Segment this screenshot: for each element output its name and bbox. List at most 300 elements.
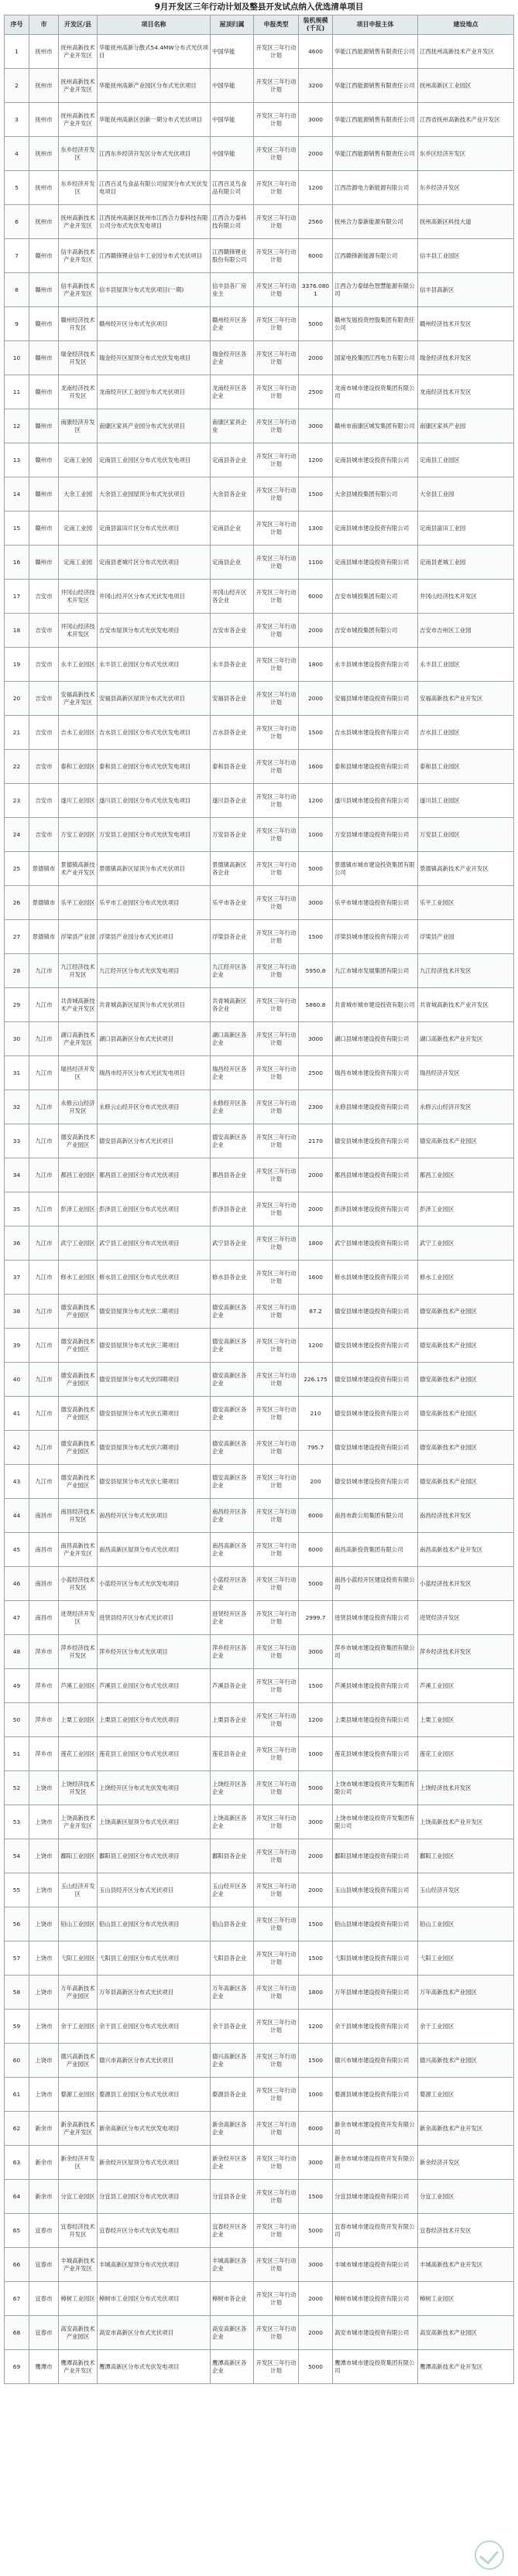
table-row bbox=[5, 580, 514, 614]
cell-capacity-kw: 226.175 bbox=[299, 1363, 333, 1397]
cell-applicant: 国家电投集团江西电力有限公司 bbox=[333, 341, 418, 375]
cell-project-name: 永丰县工业园区分布式光伏项目 bbox=[98, 648, 211, 682]
cell-project-name: 江西东乡经济开发区分布式光伏项目 bbox=[98, 137, 211, 171]
cell-location: 新余高新技术产业开发区 bbox=[418, 2112, 514, 2146]
cell-index: 69 bbox=[5, 2350, 29, 2384]
cell-applicant: 江西合力泰绿色智慧能源有限公司 bbox=[333, 273, 418, 307]
cell-capacity-kw: 6000 bbox=[299, 1499, 333, 1533]
cell-city: 萍乡市 bbox=[29, 1635, 59, 1669]
cell-city: 赣州市 bbox=[29, 273, 59, 307]
cell-capacity-kw: 3000 bbox=[299, 1805, 333, 1839]
cell-index: 40 bbox=[5, 1363, 29, 1397]
cell-capacity-kw: 1000 bbox=[299, 2078, 333, 2112]
cell-index: 49 bbox=[5, 1669, 29, 1703]
cell-apply-type: 开发区三年行动计划 bbox=[254, 1056, 299, 1090]
cell-capacity-kw: 2000 bbox=[299, 137, 333, 171]
cell-city: 萍乡市 bbox=[29, 1669, 59, 1703]
cell-dev-zone: 吉水工业园区 bbox=[59, 716, 98, 750]
cell-dev-zone: 万年高新技术产业园区 bbox=[59, 1976, 98, 2010]
cell-dev-zone: 抚州高新技术产业开发区 bbox=[59, 69, 98, 103]
cell-capacity-kw: 1500 bbox=[299, 1907, 333, 1941]
cell-project-name: 定南县工业园区分布式光伏发电项目 bbox=[98, 443, 211, 477]
cell-capacity-kw: 1200 bbox=[299, 443, 333, 477]
cell-applicant: 修水县城市建设投资有限公司 bbox=[333, 1261, 418, 1295]
column-header-index: 序号 bbox=[5, 15, 29, 35]
cell-applicant: 定南县城市建设投资有限公司 bbox=[333, 546, 418, 580]
cell-apply-type: 开发区三年行动计划 bbox=[254, 1771, 299, 1805]
table-row bbox=[5, 1669, 514, 1703]
table-row bbox=[5, 1703, 514, 1737]
cell-index: 48 bbox=[5, 1635, 29, 1669]
cell-index: 34 bbox=[5, 1158, 29, 1192]
cell-capacity-kw: 1000 bbox=[299, 818, 333, 852]
cell-location: 共青城高新技术产业开发区 bbox=[418, 988, 514, 1022]
cell-location: 定南县工业园区 bbox=[418, 443, 514, 477]
cell-city: 吉安市 bbox=[29, 682, 59, 716]
cell-location: 德安高新技术产业园区 bbox=[418, 1124, 514, 1158]
cell-roof-owner: 弋阳县各企业 bbox=[211, 1941, 254, 1976]
cell-dev-zone: 安福高新技术产业开发区 bbox=[59, 682, 98, 716]
cell-location: 德安高新技术产业园区 bbox=[418, 1465, 514, 1499]
cell-apply-type: 开发区三年行动计划 bbox=[254, 1907, 299, 1941]
cell-apply-type: 开发区三年行动计划 bbox=[254, 1226, 299, 1261]
cell-applicant: 吉水县城市建设投资有限公司 bbox=[333, 716, 418, 750]
cell-roof-owner: 余干县各企业 bbox=[211, 2010, 254, 2044]
cell-roof-owner: 信丰县各厂房业主 bbox=[211, 273, 254, 307]
cell-project-name: 遂川县工业园区分布式光伏发电项目 bbox=[98, 784, 211, 818]
cell-apply-type: 开发区三年行动计划 bbox=[254, 2112, 299, 2146]
cell-city: 吉安市 bbox=[29, 716, 59, 750]
cell-roof-owner: 高安高新区各企业 bbox=[211, 2316, 254, 2350]
cell-roof-owner: 德安高新区各企业 bbox=[211, 1295, 254, 1329]
cell-applicant: 上饶市城市建设投资开发集团有限公司 bbox=[333, 1771, 418, 1805]
cell-capacity-kw: 1800 bbox=[299, 1976, 333, 2010]
cell-city: 南昌市 bbox=[29, 1567, 59, 1601]
cell-dev-zone: 萍乡经济技术开发区 bbox=[59, 1635, 98, 1669]
cell-project-name: 万安县工业园区分布式光伏发电项目 bbox=[98, 818, 211, 852]
cell-city: 九江市 bbox=[29, 1090, 59, 1124]
table-row bbox=[5, 1873, 514, 1907]
cell-capacity-kw: 6000 bbox=[299, 580, 333, 614]
table-row bbox=[5, 477, 514, 511]
cell-dev-zone: 东乡经济开发区 bbox=[59, 137, 98, 171]
cell-project-name: 吉水县工业园区分布式光伏发电项目 bbox=[98, 716, 211, 750]
cell-dev-zone: 湖口高新技术产业开发区 bbox=[59, 1022, 98, 1056]
cell-roof-owner: 宜春经开区各企业 bbox=[211, 2214, 254, 2248]
cell-index: 7 bbox=[5, 239, 29, 273]
cell-index: 24 bbox=[5, 818, 29, 852]
cell-city: 赣州市 bbox=[29, 409, 59, 443]
cell-location: 抚州高新区科技大道 bbox=[418, 205, 514, 239]
cell-roof-owner: 永修经开区各企业 bbox=[211, 1090, 254, 1124]
cell-capacity-kw: 2500 bbox=[299, 375, 333, 409]
cell-location: 丰城高新技术产业开发区 bbox=[418, 2248, 514, 2282]
cell-dev-zone: 抚州高新技术产业开发区 bbox=[59, 35, 98, 69]
cell-apply-type: 开发区三年行动计划 bbox=[254, 2044, 299, 2078]
table-row bbox=[5, 1363, 514, 1397]
cell-apply-type: 开发区三年行动计划 bbox=[254, 341, 299, 375]
table-body bbox=[5, 35, 514, 2384]
cell-dev-zone: 余干工业园区 bbox=[59, 2010, 98, 2044]
cell-city: 鹰潭市 bbox=[29, 2350, 59, 2384]
table-row bbox=[5, 205, 514, 239]
cell-applicant: 泰和县城市建设投资有限公司 bbox=[333, 750, 418, 784]
cell-city: 抚州市 bbox=[29, 137, 59, 171]
cell-location: 瑞昌经济开发区 bbox=[418, 1056, 514, 1090]
cell-city: 吉安市 bbox=[29, 614, 59, 648]
cell-capacity-kw: 5000 bbox=[299, 2214, 333, 2248]
cell-project-name: 永修云山经开区分布式光伏项目 bbox=[98, 1090, 211, 1124]
cell-roof-owner: 丰城高新区各企业 bbox=[211, 2248, 254, 2282]
cell-roof-owner: 定南县各企业 bbox=[211, 443, 254, 477]
cell-index: 5 bbox=[5, 171, 29, 205]
cell-city: 九江市 bbox=[29, 1226, 59, 1261]
cell-dev-zone: 弋阳工业园区 bbox=[59, 1941, 98, 1976]
table-row bbox=[5, 1431, 514, 1465]
cell-project-name: 高安市高新区分布式光伏项目 bbox=[98, 2316, 211, 2350]
cell-dev-zone: 新余高新技术产业开发区 bbox=[59, 2112, 98, 2146]
cell-index: 35 bbox=[5, 1192, 29, 1226]
cell-project-name: 武宁县工业园区分布式光伏项目 bbox=[98, 1226, 211, 1261]
cell-applicant: 德兴市城市建设投资有限公司 bbox=[333, 2044, 418, 2078]
cell-dev-zone: 德安高新技术产业园区 bbox=[59, 1329, 98, 1363]
cell-applicant: 景德镇市城市建设投资集团有限公司 bbox=[333, 852, 418, 886]
cell-location: 德安高新技术产业园区 bbox=[418, 1295, 514, 1329]
cell-city: 九江市 bbox=[29, 1261, 59, 1295]
cell-project-name: 江西百灵鸟食品有限公司屋顶分布式光伏发电项目 bbox=[98, 171, 211, 205]
cell-capacity-kw: 3000 bbox=[299, 1022, 333, 1056]
cell-capacity-kw: 5000 bbox=[299, 1567, 333, 1601]
cell-apply-type: 开发区三年行动计划 bbox=[254, 1158, 299, 1192]
table-row bbox=[5, 988, 514, 1022]
cell-applicant: 南昌小蓝经开区建设投资有限公司 bbox=[333, 1567, 418, 1601]
cell-roof-owner: 南康区家具企业 bbox=[211, 409, 254, 443]
table-row bbox=[5, 1226, 514, 1261]
cell-index: 56 bbox=[5, 1907, 29, 1941]
cell-apply-type: 开发区三年行动计划 bbox=[254, 1465, 299, 1499]
cell-roof-owner: 都昌县各企业 bbox=[211, 1158, 254, 1192]
cell-project-name: 湖口县高新区分布式光伏项目 bbox=[98, 1022, 211, 1056]
cell-dev-zone: 井冈山经济技术开发区 bbox=[59, 580, 98, 614]
cell-applicant: 彭泽县城市建设投资有限公司 bbox=[333, 1192, 418, 1226]
cell-capacity-kw: 5000 bbox=[299, 307, 333, 341]
cell-roof-owner: 进贤经开区各企业 bbox=[211, 1601, 254, 1635]
cell-project-name: 华能抚州高新产业园区分布式光伏项目 bbox=[98, 69, 211, 103]
cell-apply-type: 开发区三年行动计划 bbox=[254, 1567, 299, 1601]
cell-capacity-kw: 1000 bbox=[299, 1737, 333, 1771]
cell-project-name: 定南县富田片区分布式光伏项目 bbox=[98, 511, 211, 546]
cell-city: 上饶市 bbox=[29, 2078, 59, 2112]
cell-dev-zone: 南康经济开发区 bbox=[59, 409, 98, 443]
table-row bbox=[5, 69, 514, 103]
cell-location: 高安高新技术产业园区 bbox=[418, 2316, 514, 2350]
cell-apply-type: 开发区三年行动计划 bbox=[254, 35, 299, 69]
cell-capacity-kw: 3000 bbox=[299, 886, 333, 920]
cell-apply-type: 开发区三年行动计划 bbox=[254, 1329, 299, 1363]
table-row bbox=[5, 2010, 514, 2044]
cell-roof-owner: 大余县各企业 bbox=[211, 477, 254, 511]
cell-apply-type: 开发区三年行动计划 bbox=[254, 750, 299, 784]
cell-dev-zone: 九江经济技术开发区 bbox=[59, 954, 98, 988]
table-row bbox=[5, 716, 514, 750]
table-row bbox=[5, 1465, 514, 1499]
cell-roof-owner: 德安高新区各企业 bbox=[211, 1363, 254, 1397]
cell-dev-zone: 进贤经济开发区 bbox=[59, 1601, 98, 1635]
cell-location: 遂川县工业园区 bbox=[418, 784, 514, 818]
cell-applicant: 德安县城市建设投资有限公司 bbox=[333, 1397, 418, 1431]
cell-location: 德安高新技术产业园区 bbox=[418, 1431, 514, 1465]
cell-roof-owner: 井冈山经开区各企业 bbox=[211, 580, 254, 614]
cell-capacity-kw: 3000 bbox=[299, 2146, 333, 2180]
cell-project-name: 景德镇高新区屋顶分布式光伏项目 bbox=[98, 852, 211, 886]
cell-applicant: 湖口县城市建设投资有限公司 bbox=[333, 1022, 418, 1056]
cell-roof-owner: 遂川县各企业 bbox=[211, 784, 254, 818]
cell-location: 井冈山经济技术开发区 bbox=[418, 580, 514, 614]
table-row bbox=[5, 1941, 514, 1976]
cell-roof-owner: 上饶高新区各企业 bbox=[211, 1805, 254, 1839]
cell-index: 25 bbox=[5, 852, 29, 886]
cell-city: 新余市 bbox=[29, 2146, 59, 2180]
cell-capacity-kw: 1600 bbox=[299, 750, 333, 784]
cell-location: 江西抚州高新技术产业开发区 bbox=[418, 35, 514, 69]
column-header-applicant: 项目申报主体 bbox=[333, 15, 418, 35]
table-row bbox=[5, 1192, 514, 1226]
cell-roof-owner: 万年高新区各企业 bbox=[211, 1976, 254, 2010]
cell-applicant: 武宁县城市建设投资有限公司 bbox=[333, 1226, 418, 1261]
cell-dev-zone: 遂川工业园区 bbox=[59, 784, 98, 818]
cell-apply-type: 开发区三年行动计划 bbox=[254, 307, 299, 341]
cell-location: 江西省抚州高新技术产业开发区 bbox=[418, 103, 514, 137]
cell-dev-zone: 分宜工业园区 bbox=[59, 2180, 98, 2214]
cell-location: 瑞金经济技术开发区 bbox=[418, 341, 514, 375]
table-row bbox=[5, 103, 514, 137]
table-row bbox=[5, 1533, 514, 1567]
cell-index: 19 bbox=[5, 648, 29, 682]
cell-index: 55 bbox=[5, 1873, 29, 1907]
cell-dev-zone: 永丰工业园区 bbox=[59, 648, 98, 682]
cell-project-name: 德安县屋顶分布式光伏七期项目 bbox=[98, 1465, 211, 1499]
cell-applicant: 吉安市城投集团有限公司 bbox=[333, 614, 418, 648]
cell-applicant: 九江市城市发展集团有限公司 bbox=[333, 954, 418, 988]
cell-location: 德安高新技术产业园区 bbox=[418, 1363, 514, 1397]
table-row bbox=[5, 307, 514, 341]
cell-roof-owner: 德安高新区各企业 bbox=[211, 1397, 254, 1431]
cell-location: 信丰县高新区 bbox=[418, 273, 514, 307]
cell-project-name: 泰和县工业园区分布式光伏发电项目 bbox=[98, 750, 211, 784]
cell-location: 铅山工业园区 bbox=[418, 1907, 514, 1941]
cell-capacity-kw: 87.2 bbox=[299, 1295, 333, 1329]
cell-index: 4 bbox=[5, 137, 29, 171]
cell-project-name: 南昌经开区分布式光伏项目 bbox=[98, 1499, 211, 1533]
cell-location: 莲花工业园区 bbox=[418, 1737, 514, 1771]
cell-apply-type: 开发区三年行动计划 bbox=[254, 988, 299, 1022]
cell-applicant: 吉安市城投集团有限公司 bbox=[333, 580, 418, 614]
cell-capacity-kw: 3000 bbox=[299, 2248, 333, 2282]
cell-project-name: 信丰县屋顶分布式光伏项目(一期) bbox=[98, 273, 211, 307]
cell-capacity-kw: 1500 bbox=[299, 1669, 333, 1703]
cell-applicant: 德安县城市建设投资有限公司 bbox=[333, 1124, 418, 1158]
cell-applicant: 上栗县城市建设投资有限公司 bbox=[333, 1703, 418, 1737]
cell-apply-type: 开发区三年行动计划 bbox=[254, 2180, 299, 2214]
cell-dev-zone: 南昌经济技术开发区 bbox=[59, 1499, 98, 1533]
cell-applicant: 永丰县城市建设投资有限公司 bbox=[333, 648, 418, 682]
cell-dev-zone: 宜春经济技术开发区 bbox=[59, 2214, 98, 2248]
cell-city: 景德镇市 bbox=[29, 886, 59, 920]
cell-dev-zone: 永修云山经济开发区 bbox=[59, 1090, 98, 1124]
table-row bbox=[5, 2350, 514, 2384]
cell-index: 10 bbox=[5, 341, 29, 375]
cell-dev-zone: 东乡经济开发区 bbox=[59, 171, 98, 205]
cell-capacity-kw: 1500 bbox=[299, 2180, 333, 2214]
table-row bbox=[5, 1771, 514, 1805]
cell-dev-zone: 赣州经济技术开发区 bbox=[59, 307, 98, 341]
cell-roof-owner: 德安高新区各企业 bbox=[211, 1124, 254, 1158]
cell-city: 上饶市 bbox=[29, 2044, 59, 2078]
cell-dev-zone: 铅山工业园区 bbox=[59, 1907, 98, 1941]
cell-city: 新余市 bbox=[29, 2112, 59, 2146]
table-row bbox=[5, 886, 514, 920]
cell-location: 泰和县工业园区 bbox=[418, 750, 514, 784]
cell-applicant: 共青城市城市建设投资有限公司 bbox=[333, 988, 418, 1022]
cell-capacity-kw: 2300 bbox=[299, 1090, 333, 1124]
table-row bbox=[5, 1499, 514, 1533]
cell-index: 9 bbox=[5, 307, 29, 341]
column-header-location: 建设地点 bbox=[418, 15, 514, 35]
table-row bbox=[5, 375, 514, 409]
cell-index: 46 bbox=[5, 1567, 29, 1601]
cell-apply-type: 开发区三年行动计划 bbox=[254, 716, 299, 750]
cell-capacity-kw: 5000 bbox=[299, 852, 333, 886]
cell-roof-owner: 鄱阳县各企业 bbox=[211, 1839, 254, 1873]
cell-dev-zone: 抚州高新技术产业开发区 bbox=[59, 205, 98, 239]
cell-roof-owner: 乐平市各企业 bbox=[211, 886, 254, 920]
cell-location: 南昌经济技术开发区 bbox=[418, 1499, 514, 1533]
cell-city: 上饶市 bbox=[29, 1839, 59, 1873]
cell-apply-type: 开发区三年行动计划 bbox=[254, 2282, 299, 2316]
table-row bbox=[5, 852, 514, 886]
cell-location: 宜春经济技术开发区 bbox=[418, 2214, 514, 2248]
cell-roof-owner: 赣州经开区各企业 bbox=[211, 307, 254, 341]
cell-apply-type: 开发区三年行动计划 bbox=[254, 2214, 299, 2248]
cell-dev-zone: 高安高新技术产业园区 bbox=[59, 2316, 98, 2350]
cell-city: 吉安市 bbox=[29, 648, 59, 682]
cell-dev-zone: 德安高新技术产业园区 bbox=[59, 1431, 98, 1465]
cell-city: 赣州市 bbox=[29, 546, 59, 580]
cell-roof-owner: 瑞金经开区各企业 bbox=[211, 341, 254, 375]
cell-applicant: 抚州合力泰新能源有限公司 bbox=[333, 205, 418, 239]
cell-capacity-kw: 2170 bbox=[299, 1124, 333, 1158]
cell-dev-zone: 瑞金经济技术开发区 bbox=[59, 341, 98, 375]
cell-roof-owner: 武宁县各企业 bbox=[211, 1226, 254, 1261]
cell-capacity-kw: 5950.8 bbox=[299, 954, 333, 988]
cell-city: 赣州市 bbox=[29, 511, 59, 546]
cell-dev-zone: 德安高新技术产业园区 bbox=[59, 1363, 98, 1397]
cell-project-name: 进贤县经开区分布式光伏项目 bbox=[98, 1601, 211, 1635]
cell-roof-owner: 中国华能 bbox=[211, 103, 254, 137]
project-table bbox=[4, 15, 514, 2384]
cell-city: 宜春市 bbox=[29, 2214, 59, 2248]
cell-location: 吉水县工业园区 bbox=[418, 716, 514, 750]
cell-roof-owner: 南昌高新区各企业 bbox=[211, 1533, 254, 1567]
cell-apply-type: 开发区三年行动计划 bbox=[254, 1635, 299, 1669]
cell-capacity-kw: 3000 bbox=[299, 409, 333, 443]
cell-apply-type: 开发区三年行动计划 bbox=[254, 2146, 299, 2180]
cell-capacity-kw: 3376.0801 bbox=[299, 273, 333, 307]
cell-apply-type: 开发区三年行动计划 bbox=[254, 1873, 299, 1907]
cell-apply-type: 开发区三年行动计划 bbox=[254, 648, 299, 682]
cell-dev-zone: 大余工业园 bbox=[59, 477, 98, 511]
cell-city: 九江市 bbox=[29, 1397, 59, 1431]
cell-location: 小蓝经济技术开发区 bbox=[418, 1567, 514, 1601]
cell-index: 1 bbox=[5, 35, 29, 69]
cell-project-name: 铅山县工业园区分布式光伏项目 bbox=[98, 1907, 211, 1941]
cell-capacity-kw: 3000 bbox=[299, 1635, 333, 1669]
cell-city: 上饶市 bbox=[29, 1873, 59, 1907]
table-row bbox=[5, 920, 514, 954]
cell-capacity-kw: 2560 bbox=[299, 205, 333, 239]
cell-capacity-kw: 5860.8 bbox=[299, 988, 333, 1022]
cell-location: 东乡经济开发区 bbox=[418, 171, 514, 205]
cell-roof-owner: 中国华能 bbox=[211, 69, 254, 103]
cell-index: 12 bbox=[5, 409, 29, 443]
table-row bbox=[5, 35, 514, 69]
cell-index: 3 bbox=[5, 103, 29, 137]
cell-project-name: 樟树市工业园区分布式光伏项目 bbox=[98, 2282, 211, 2316]
cell-location: 进贤经济开发区 bbox=[418, 1601, 514, 1635]
cell-capacity-kw: 1600 bbox=[299, 1261, 333, 1295]
cell-city: 九江市 bbox=[29, 1124, 59, 1158]
cell-roof-owner: 德安高新区各企业 bbox=[211, 1431, 254, 1465]
cell-location: 永修云山经济开发区 bbox=[418, 1090, 514, 1124]
cell-location: 万安县工业园区 bbox=[418, 818, 514, 852]
cell-apply-type: 开发区三年行动计划 bbox=[254, 239, 299, 273]
cell-index: 15 bbox=[5, 511, 29, 546]
cell-index: 61 bbox=[5, 2078, 29, 2112]
cell-capacity-kw: 6000 bbox=[299, 1533, 333, 1567]
cell-index: 62 bbox=[5, 2112, 29, 2146]
cell-applicant: 瑞昌市城市建设投资有限公司 bbox=[333, 1056, 418, 1090]
cell-apply-type: 开发区三年行动计划 bbox=[254, 886, 299, 920]
cell-city: 九江市 bbox=[29, 1431, 59, 1465]
cell-project-name: 宜春经开区分布式光伏发电项目 bbox=[98, 2214, 211, 2248]
cell-location: 芦溪工业园区 bbox=[418, 1669, 514, 1703]
table-row bbox=[5, 2180, 514, 2214]
cell-applicant: 大余县城投集团有限公司 bbox=[333, 477, 418, 511]
cell-location: 永丰县工业园区 bbox=[418, 648, 514, 682]
cell-apply-type: 开发区三年行动计划 bbox=[254, 1703, 299, 1737]
cell-capacity-kw: 1200 bbox=[299, 784, 333, 818]
cell-project-name: 德安县屋顶分布式光伏四期项目 bbox=[98, 1363, 211, 1397]
cell-capacity-kw: 1500 bbox=[299, 716, 333, 750]
cell-index: 36 bbox=[5, 1226, 29, 1261]
cell-location: 鹰潭高新技术产业开发区 bbox=[418, 2350, 514, 2384]
cell-apply-type: 开发区三年行动计划 bbox=[254, 2316, 299, 2350]
cell-city: 九江市 bbox=[29, 1329, 59, 1363]
table-row bbox=[5, 2146, 514, 2180]
cell-applicant: 婺源县城市建设投资有限公司 bbox=[333, 2078, 418, 2112]
cell-index: 38 bbox=[5, 1295, 29, 1329]
cell-city: 南昌市 bbox=[29, 1601, 59, 1635]
cell-index: 21 bbox=[5, 716, 29, 750]
cell-location: 婺源工业园区 bbox=[418, 2078, 514, 2112]
cell-capacity-kw: 2000 bbox=[299, 1839, 333, 1873]
cell-index: 51 bbox=[5, 1737, 29, 1771]
table-row bbox=[5, 2112, 514, 2146]
cell-roof-owner: 江西赣锋锂业股份有限公司 bbox=[211, 239, 254, 273]
cell-project-name: 华能抚州高新区创新一期分布式光伏项目 bbox=[98, 103, 211, 137]
cell-apply-type: 开发区三年行动计划 bbox=[254, 1090, 299, 1124]
cell-applicant: 弋阳县城市建设投资有限公司 bbox=[333, 1941, 418, 1976]
